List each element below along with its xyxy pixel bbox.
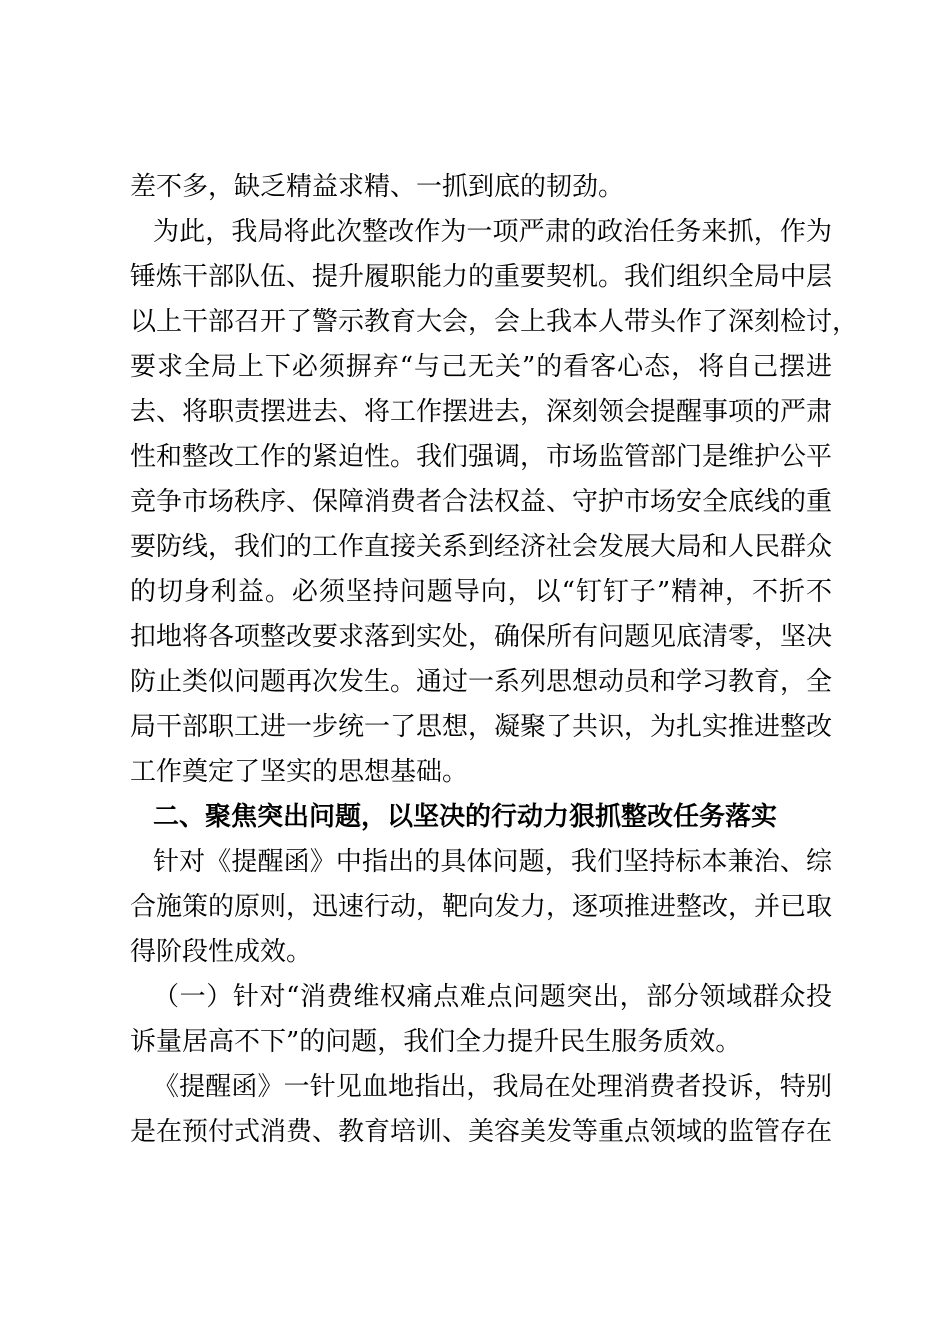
text-line: 竞争市场秩序、保障消费者合法权益、守护市场安全底线的重 — [130, 487, 833, 517]
text-line: 《提醒函》一针见血地指出，我局在处理消费者投诉，特别 — [153, 1072, 832, 1102]
text-line: 的切身利益。必须坚持问题导向，以“钉钉子”精神，不折不 — [130, 577, 832, 607]
text-line: 性和整改工作的紧迫性。我们强调，市场监管部门是维护公平 — [130, 442, 833, 472]
text-line: 去、将职责摆进去、将工作摆进去，深刻领会提醒事项的严肃 — [130, 397, 833, 427]
text-line: 差不多，缺乏精益求精、一抓到底的韧劲。 — [130, 172, 625, 202]
text-line: 扣地将各项整改要求落到实处，确保所有问题见底清零，坚决 — [130, 622, 833, 652]
document-page — [130, 165, 859, 1155]
text-line: 得阶段性成效。 — [130, 937, 313, 967]
text-line: 锤炼干部队伍、提升履职能力的重要契机。我们组织全局中层 — [130, 262, 833, 292]
text-line: 合施策的原则，迅速行动，靶向发力，逐项推进整改，并已取 — [130, 892, 833, 922]
text-line: 以上干部召开了警示教育大会，会上我本人带头作了深刻检讨， — [130, 307, 859, 337]
text-line: 工作奠定了坚实的思想基础。 — [130, 757, 469, 787]
text-line: 是在预付式消费、教育培训、美容美发等重点领域的监管存在 — [130, 1117, 833, 1147]
text-line: 防止类似问题再次发生。通过一系列思想动员和学习教育，全 — [130, 667, 833, 697]
text-line: 要防线，我们的工作直接关系到经济社会发展大局和人民群众 — [130, 532, 833, 562]
text-line: （一）针对“消费维权痛点难点问题突出，部分领域群众投 — [153, 982, 832, 1012]
text-line: 针对《提醒函》中指出的具体问题，我们坚持标本兼治、综 — [153, 847, 832, 877]
section-heading: 二、聚焦突出问题，以坚决的行动力狠抓整改任务落实 — [153, 802, 778, 832]
text-line: 要求全局上下必须摒弃“与己无关”的看客心态，将自己摆进 — [130, 352, 832, 382]
text-line: 为此，我局将此次整改作为一项严肃的政治任务来抓，作为 — [153, 217, 832, 247]
text-line: 诉量居高不下”的问题，我们全力提升民生服务质效。 — [130, 1027, 742, 1057]
text-line: 局干部职工进一步统一了思想，凝聚了共识，为扎实推进整改 — [130, 712, 833, 742]
